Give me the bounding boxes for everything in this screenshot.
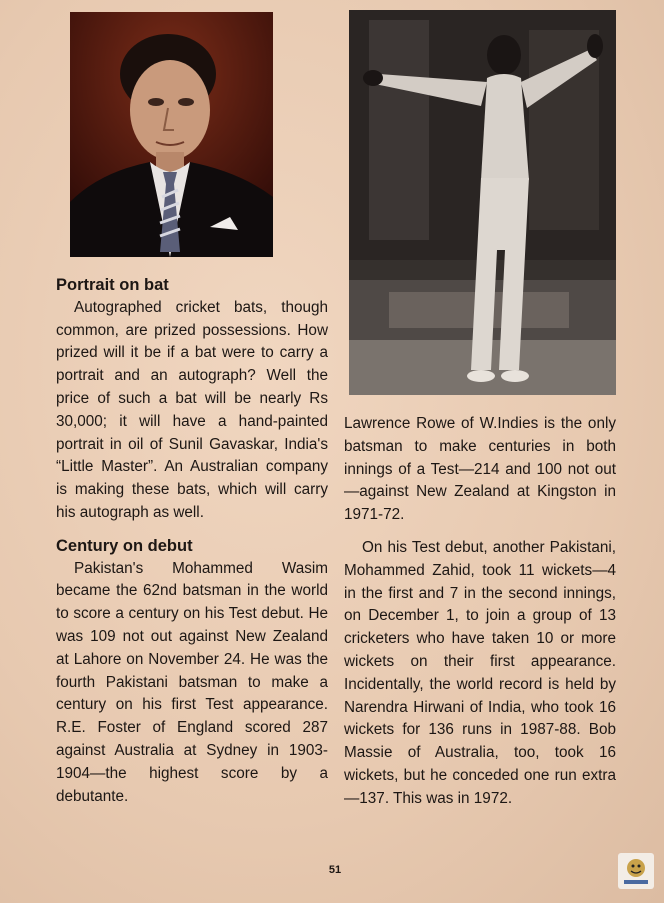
- left-column: [56, 274, 328, 808]
- publisher-logo: [618, 853, 654, 889]
- page-number: 51: [328, 864, 342, 876]
- portrait-on-bat-paragraph: Autographed cricket bats, though common, are prized possessions. How prized will it be if a bat were to carry a portrait and an autograph? Well the price of such a bat will be nearly Rs 30,000; it will have a hand-painted portrait in oil of Sunil Gavaskar, India's “Little Master”. An Australian company is making these bats, which will carry his autograph as well.: [56, 298, 328, 521]
- right-column: [344, 413, 616, 811]
- century-on-debut-paragraph: Pakistan's Mohammed Wasim became the 62nd batsman in the world to score a century on his Test debut. He was 109 not out against New Zealand at Lahore on November 24. He was the fourth Pakistani batsman to make a century on his first Test appearance. R.E. Foster of England scored 287 against Australia at Sydney in 1903-1904—the highest score by a debutante.: [56, 559, 328, 805]
- portrait-illustration: [70, 12, 273, 257]
- cricketer-photo: [349, 10, 616, 395]
- mohammed-zahid-paragraph: On his Test debut, another Pakistani, Mohammed Zahid, took 11 wickets—4 in the first and 7 in the second innings, on December 1, to join a group of 13 cricketers who have taken 10 or more wickets on their first appearance. Incidentally, the world record is held by Narendra Hirwani of India, who took 16 wickets for 136 runs in 1987-88. Bob Massie of Australia, too, took 16 wickets, but he conceded one run extra—137. This was in 1972.: [344, 538, 616, 807]
- lawrence-rowe-paragraph: Lawrence Rowe of W.Indies is the only batsman to make centuries in both innings of a Test—214 and 100 not out —against New Zealand at Kingston in 1971-72.: [344, 415, 616, 524]
- portrait-on-bat-heading: Portrait on bat: [56, 276, 169, 294]
- century-on-debut-heading: Century on debut: [56, 536, 193, 555]
- logo-icon: [618, 853, 654, 889]
- portrait-photo: [70, 12, 273, 257]
- cricketer-illustration: [349, 10, 616, 395]
